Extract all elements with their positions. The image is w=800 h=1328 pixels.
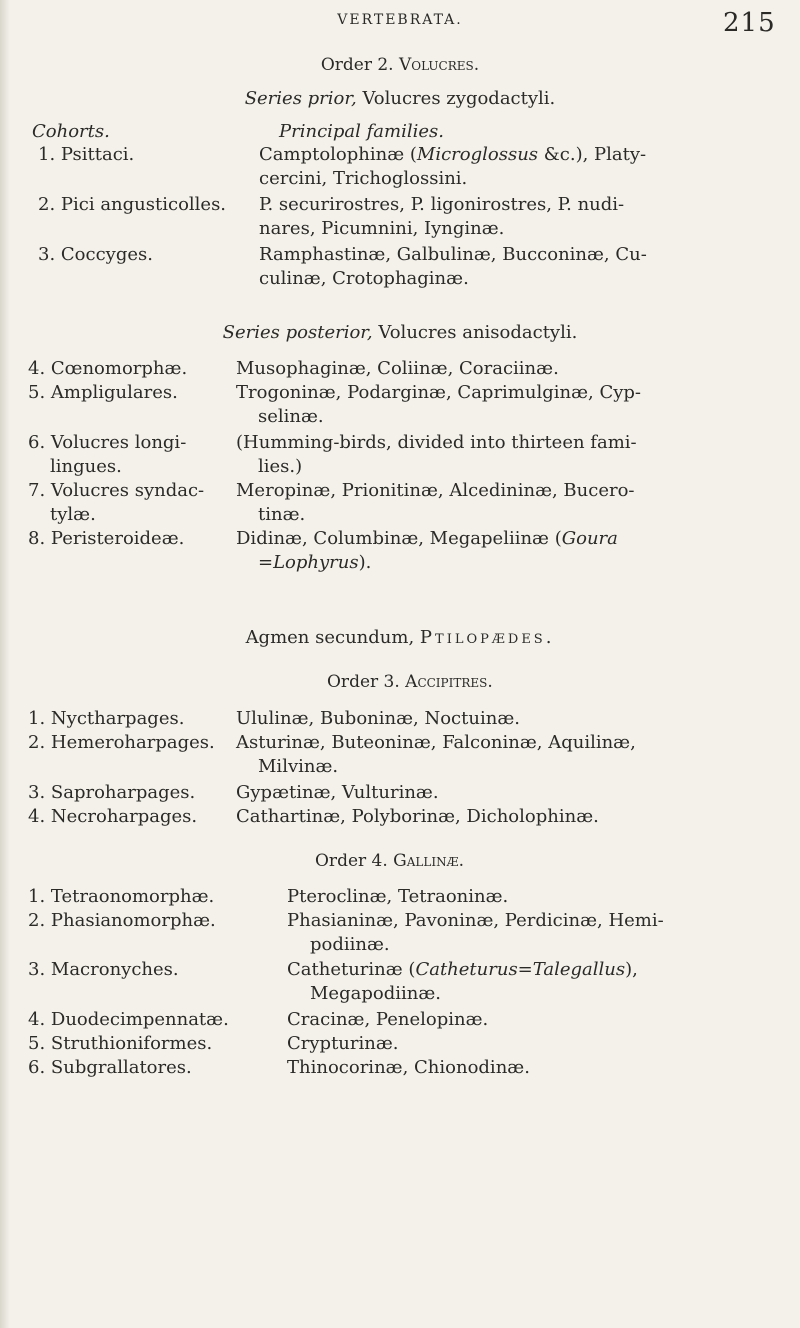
families-macronyches-line1 — [287, 958, 638, 982]
cohort-saproharpages: 3. Saproharpages. — [28, 782, 196, 803]
cohort-necroharpages: 4. Necroharpages. — [28, 806, 198, 827]
agmen-name: Ptilopædes. — [419, 627, 555, 648]
series-prior-text: Volucres zygodactyli. — [356, 88, 556, 109]
families-longilingues-line2: lies.) — [258, 456, 303, 477]
series-prior-heading — [0, 88, 800, 109]
genus-name: =Lophyrus — [258, 552, 359, 573]
families-duodecimpennatae: Cracinæ, Penelopinæ. — [287, 1009, 489, 1030]
families-syndactylae-line1: Meropinæ, Prionitinæ, Alcedininæ, Bucero- — [236, 480, 635, 501]
text-part: Camptolophinæ ( — [259, 144, 417, 165]
cohort-longilingues-line2: lingues. — [50, 456, 122, 477]
families-peristeroideae-line1 — [236, 527, 618, 551]
families-phasianomorphae-line1: Phasianinæ, Pavoninæ, Perdicinæ, Hemi- — [287, 910, 664, 931]
families-peristeroideae-line2 — [258, 551, 371, 575]
order-2-name: Volucres. — [399, 55, 480, 75]
cohort-peristeroideae: 8. Peristeroideæ. — [28, 528, 185, 549]
cohort-coccyges: 3. Coccyges. — [38, 244, 153, 265]
cohort-psittaci: 1. Psittaci. — [38, 144, 135, 165]
families-pici-line2: nares, Picumnini, Iynginæ. — [259, 218, 505, 239]
cohorts-column-heading: Cohorts. — [32, 121, 110, 142]
families-pici-line1: P. securirostres, P. ligonirostres, P. nudi- — [259, 194, 625, 215]
cohort-struthioniformes: 5. Struthioniformes. — [28, 1033, 213, 1054]
order-3-heading — [327, 672, 493, 692]
series-prior-label: Series prior, — [244, 88, 357, 109]
page-number: 215 — [723, 8, 776, 38]
cohort-macronyches: 3. Macronyches. — [28, 959, 179, 980]
families-ampligulares-line2: selinæ. — [258, 406, 324, 427]
families-hemeroharpages-line2: Milvinæ. — [258, 756, 339, 777]
genus-name: Goura — [561, 528, 618, 549]
families-tetraonomorphae: Pteroclinæ, Tetraoninæ. — [287, 886, 509, 907]
families-psittaci-line1 — [259, 143, 646, 167]
order-2-heading — [0, 55, 800, 75]
families-syndactylae-line2: tinæ. — [258, 504, 306, 525]
cohort-coenomorphae: 4. Cœnomorphæ. — [28, 358, 188, 379]
families-macronyches-line2: Megapodiinæ. — [310, 983, 441, 1004]
order-2-prefix: Order 2. — [320, 55, 394, 75]
families-phasianomorphae-line2: podiinæ. — [310, 934, 390, 955]
cohort-ampligulares: 5. Ampligulares. — [28, 382, 178, 403]
text-part: ). — [358, 552, 372, 573]
cohort-tetraonomorphae: 1. Tetraonomorphæ. — [28, 886, 215, 907]
cohort-hemeroharpages: 2. Hemeroharpages. — [28, 732, 215, 753]
cohort-longilingues-line1: 6. Volucres longi- — [28, 432, 187, 453]
text-part: Catheturinæ ( — [287, 959, 416, 980]
series-posterior-heading — [0, 322, 800, 343]
families-hemeroharpages-line1: Asturinæ, Buteoninæ, Falconinæ, Aquilinæ, — [236, 732, 636, 753]
text-part: &c.), Platy- — [538, 144, 647, 165]
families-ampligulares-line1: Trogoninæ, Podarginæ, Caprimulginæ, Cyp- — [236, 382, 642, 403]
series-posterior-text: Volucres anisodactyli. — [372, 322, 578, 343]
families-struthioniformes: Crypturinæ. — [287, 1033, 399, 1054]
order-3-name: Accipitres. — [405, 672, 493, 692]
running-title: VERTEBRATA. — [337, 12, 463, 28]
families-coenomorphae-line1: Musophaginæ, Coliinæ, Coraciinæ. — [236, 358, 559, 379]
families-longilingues-line1: (Humming-birds, divided into thirteen fami- — [236, 432, 637, 453]
genus-name: Microglossus — [416, 144, 539, 165]
families-necroharpages: Cathartinæ, Polyborinæ, Dicholophinæ. — [236, 806, 599, 827]
cohort-phasianomorphae: 2. Phasianomorphæ. — [28, 910, 216, 931]
cohort-nyctharpages: 1. Nyctharpages. — [28, 708, 185, 729]
families-psittaci-line2: cercini, Trichoglossini. — [259, 168, 468, 189]
cohort-syndactylae-line1: 7. Volucres syndac- — [28, 480, 205, 501]
families-subgrallatores: Thinocorinæ, Chionodinæ. — [287, 1057, 530, 1078]
text-part: ), — [625, 959, 638, 980]
order-4-prefix: Order 4. — [315, 851, 388, 871]
genus-name: Catheturus=Talegallus — [415, 959, 626, 980]
text-part: Didinæ, Columbinæ, Megapeliinæ ( — [236, 528, 562, 549]
families-saproharpages: Gypætinæ, Vulturinæ. — [236, 782, 439, 803]
cohort-pici: 2. Pici angusticolles. — [38, 194, 227, 215]
agmen-heading — [0, 627, 800, 648]
families-column-heading: Principal families. — [279, 121, 444, 142]
families-coccyges-line1: Ramphastinæ, Galbulinæ, Bucconinæ, Cu- — [259, 244, 647, 265]
order-4-name: Gallinæ. — [393, 851, 465, 871]
series-posterior-label: Series posterior, — [222, 322, 373, 343]
cohort-duodecimpennatae: 4. Duodecimpennatæ. — [28, 1009, 229, 1030]
families-coccyges-line2: culinæ, Crotophaginæ. — [259, 268, 469, 289]
order-4-heading — [315, 851, 464, 871]
cohort-subgrallatores: 6. Subgrallatores. — [28, 1057, 192, 1078]
order-3-prefix: Order 3. — [327, 672, 400, 692]
cohort-syndactylae-line2: tylæ. — [50, 504, 96, 525]
families-nyctharpages: Ululinæ, Buboninæ, Noctuinæ. — [236, 708, 520, 729]
agmen-prefix: Agmen secundum, — [245, 627, 415, 648]
